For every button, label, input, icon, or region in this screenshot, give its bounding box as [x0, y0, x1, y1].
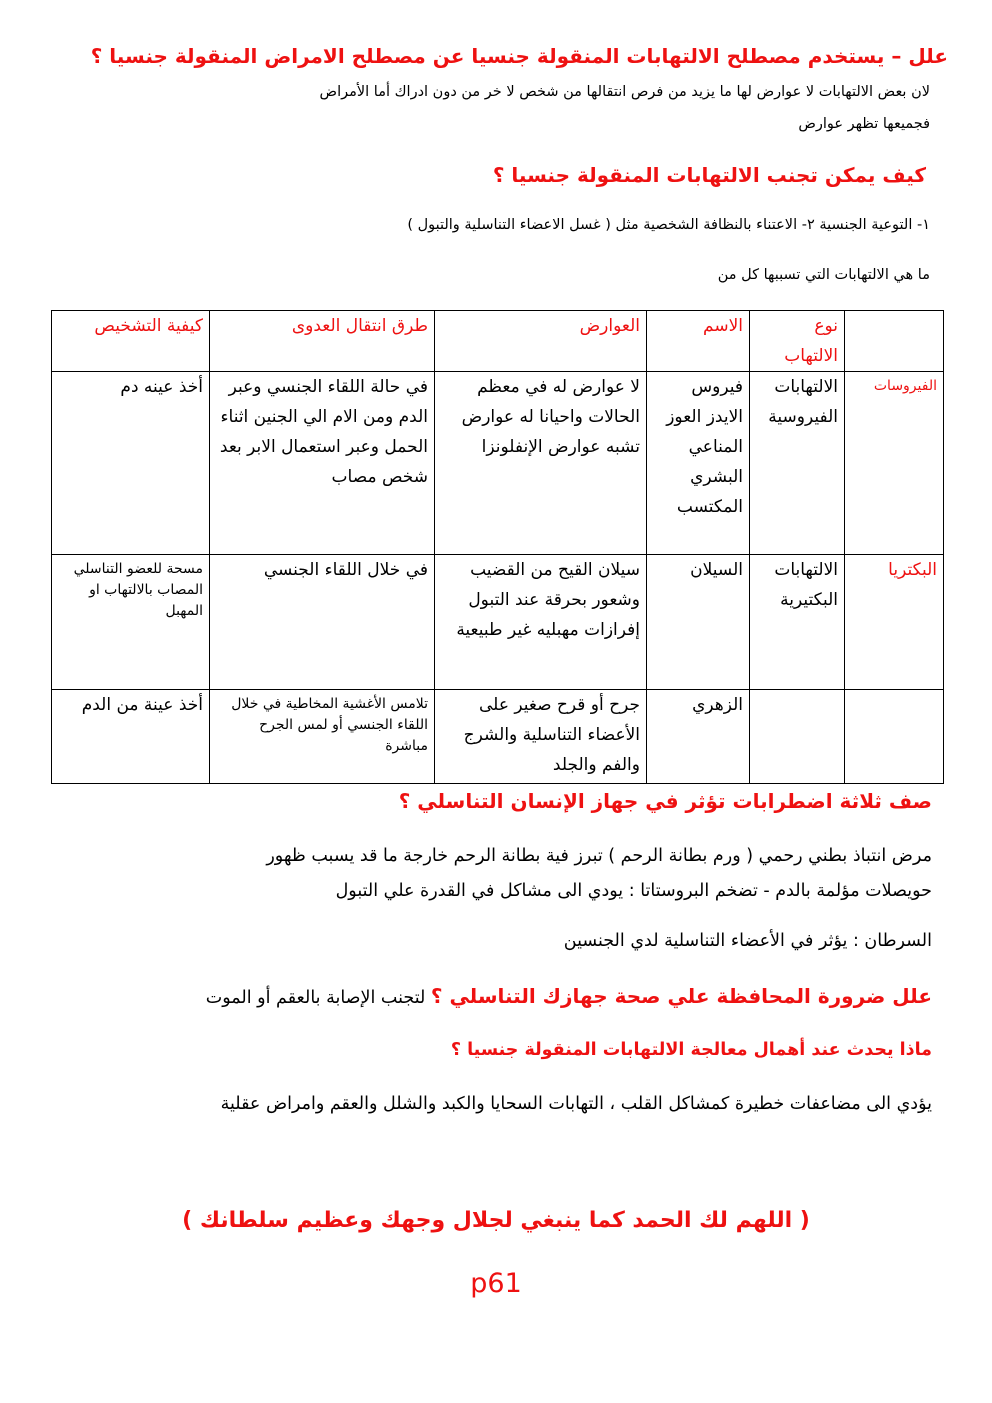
table-row	[52, 372, 944, 555]
row-infection-type: الالتهابات الفيروسية	[750, 372, 845, 555]
header-diagnosis: كيفية التشخيص	[52, 311, 210, 372]
row-infection-type: الالتهابات البكتيرية	[750, 555, 845, 690]
question-4-answer: لتجنب الإصابة بالعقم أو الموت	[205, 988, 431, 1008]
row-diagnosis: أخذ عينه دم	[52, 372, 210, 555]
question-2-title: كيف يمكن تجنب الالتهابات المنقولة جنسيا ؟	[492, 163, 926, 187]
question-3-answer-line-2: حويصلات مؤلمة بالدم - تضخم البروستاتا : يودي الى مشاكل في القدرة علي التبول	[335, 881, 932, 901]
row-name: الزهري	[647, 690, 750, 784]
question-2-answer: ١- التوعية الجنسية ٢- الاعتناء بالنظافة الشخصية مثل ( غسل الاعضاء التناسلية والتبول )	[407, 217, 930, 233]
infections-table	[51, 310, 944, 784]
header-transmission: طرق انتقال العدوى	[210, 311, 435, 372]
row-transmission: في خلال اللقاء الجنسي	[210, 555, 435, 690]
question-1-answer-line-1: لان بعض الالتهابات لا عوارض لها ما يزيد من فرص انتقالها من شخص لا خر من دون ادراك أما الأمراض	[319, 84, 930, 100]
question-3-title: صف ثلاثة اضطرابات تؤثر في جهاز الإنسان التناسلي ؟	[398, 789, 932, 813]
table-header-row	[52, 311, 944, 372]
row-diagnosis: أخذ عينة من الدم	[52, 690, 210, 784]
question-1-answer-line-2: فجميعها تظهر عوارض	[798, 116, 930, 132]
row-transmission: تلامس الأغشية المخاطية في خلال اللقاء الجنسي أو لمس الجرح مباشرة	[210, 690, 435, 784]
header-cause	[845, 311, 944, 372]
question-1-title: علل – يستخدم مصطلح الالتهابات المنقولة جنسيا عن مصطلح الامراض المنقولة جنسيا ؟	[90, 44, 948, 68]
table-intro: ما هي الالتهابات التي تسببها كل من	[717, 267, 930, 283]
question-4	[206, 984, 932, 1008]
header-name: الاسم	[647, 311, 750, 372]
question-3-answer-line-3: السرطان : يؤثر في الأعضاء التناسلية لدي الجنسين	[563, 931, 932, 951]
question-3-answer-line-1: مرض انتباذ بطني رحمي ( ورم بطانة الرحم ) تبرز فية بطانة الرحم خارجة ما قد يسبب ظهور	[266, 846, 932, 866]
row-name: السيلان	[647, 555, 750, 690]
row-symptoms: لا عوارض له في معظم الحالات واحيانا له عوارض تشبه عوارض الإنفلونزا	[435, 372, 647, 555]
row-name: فيروس الايدز العوز المناعي البشري المكتسب	[647, 372, 750, 555]
header-symptoms: العوارض	[435, 311, 647, 372]
row-cause	[845, 690, 944, 784]
table-row	[52, 555, 944, 690]
question-5-answer: يؤدي الى مضاعفات خطيرة كمشاكل القلب ، التهابات السحايا والكبد والشلل والعقم وامراض عقلية	[220, 1094, 932, 1114]
row-infection-type	[750, 690, 845, 784]
row-diagnosis: مسحة للعضو التناسلي المصاب بالالتهاب او المهبل	[52, 555, 210, 690]
question-4-title: علل ضرورة المحافظة علي صحة جهازك التناسلي ؟	[430, 984, 932, 1008]
question-5-title: ماذا يحدث عند أهمال معالجة الالتهابات المنقولة جنسيا ؟	[450, 1040, 932, 1060]
page-number: p61	[470, 1268, 522, 1299]
row-cause: الفيروسات	[845, 372, 944, 555]
closing-prayer: ( اللهم لك الحمد كما ينبغي لجلال وجهك وعظيم سلطانك )	[182, 1208, 810, 1233]
header-infection-type: نوع الالتهاب	[750, 311, 845, 372]
table-row	[52, 690, 944, 784]
row-symptoms: سيلان القيح من القضيب وشعور بحرقة عند التبول إفرازات مهبليه غير طبيعية	[435, 555, 647, 690]
row-transmission: في حالة اللقاء الجنسي وعبر الدم ومن الام الي الجنين اثناء الحمل وعبر استعمال الابر بعد شخص مصاب	[210, 372, 435, 555]
row-symptoms: جرح أو قرح صغير على الأعضاء التناسلية والشرج والفم والجلد	[435, 690, 647, 784]
row-cause: البكتريا	[845, 555, 944, 690]
